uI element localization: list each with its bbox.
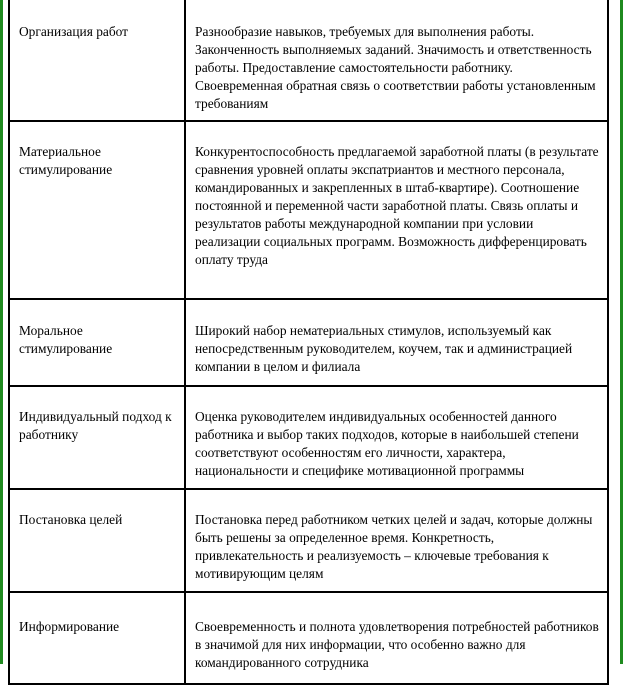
- factor-label: Организация работ: [19, 24, 129, 39]
- factor-label: Материальное стимулирование: [19, 144, 113, 177]
- factor-description: Конкурентоспособность предлагаемой заработной платы (в результате сравнения уровней оплаты экспатриантов и местного персонала, командированных и закрепленных в штаб-квартире). Соотношение постоянной и переменной части заработной платы. Связь оплаты и результатов работы международной компании при условии реализации социальных программ. Возможность дифференцировать оплату труда: [195, 144, 599, 267]
- factor-description: Своевременность и полнота удовлетворения потребностей работников в значимой для них информации, что особенно важно для командированного сотрудника: [195, 619, 599, 670]
- table-row: [9, 0, 608, 121]
- description-cell: [185, 299, 608, 386]
- factor-description: Постановка перед работником четких целей и задач, которые должны быть решены за определенное время. Конкретность, привлекательность и реализуемость – ключевые требования к мотивирующим целям: [195, 512, 593, 581]
- table-row: [9, 121, 608, 299]
- factor-cell: [9, 299, 185, 386]
- table-row: [9, 489, 608, 592]
- factor-cell: [9, 0, 185, 121]
- factor-label: Информирование: [19, 619, 120, 634]
- factor-cell: [9, 386, 185, 489]
- factor-cell: [9, 592, 185, 684]
- factor-description: Широкий набор нематериальных стимулов, используемый как непосредственным руководителем, коучем, так и администрацией компании в целом и филиала: [195, 323, 573, 374]
- factor-description: Разнообразие навыков, требуемых для выполнения работы. Законченность выполняемых заданий. Значимость и ответственность работы. Предоставление самостоятельности работнику. Своевременная обратная связь о соответствии работы установленным требованиям: [195, 24, 596, 111]
- factor-label: Индивидуальный подход к работнику: [19, 409, 172, 442]
- left-green-border: [0, 0, 3, 664]
- description-cell: [185, 0, 608, 121]
- factor-label: Постановка целей: [19, 512, 123, 527]
- table-row: [9, 386, 608, 489]
- description-cell: [185, 121, 608, 299]
- motivation-factors-table: [8, 0, 609, 685]
- table-row: [9, 592, 608, 684]
- factor-description: Оценка руководителем индивидуальных особенностей данного работника и выбор таких подходов, которые в наибольшей степени соответствуют особенностям его личности, характера, национальности и специфике мотивационной программы: [195, 409, 579, 478]
- factor-cell: [9, 489, 185, 592]
- factor-cell: [9, 121, 185, 299]
- description-cell: [185, 592, 608, 684]
- factor-label: Моральное стимулирование: [19, 323, 113, 356]
- description-cell: [185, 386, 608, 489]
- table-row: [9, 299, 608, 386]
- description-cell: [185, 489, 608, 592]
